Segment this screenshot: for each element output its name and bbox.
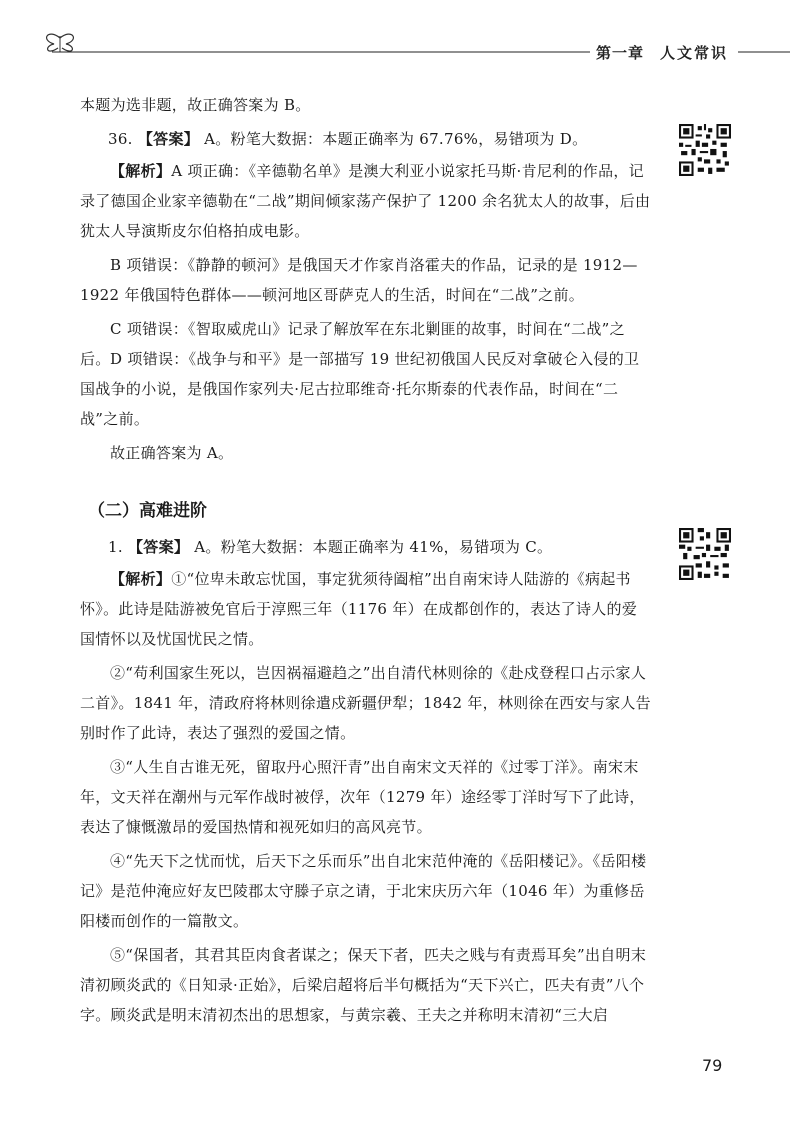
answer-line-1 [108, 532, 552, 562]
analysis-bracket: 【解析】 [110, 162, 172, 180]
paragraph-option-c: C 项错误：《智取威虎山》记录了解放军在东北剿匪的故事，时间在“二战”之后。 [80, 320, 625, 368]
paragraph-conclusion-36: 故正确答案为 A。 [110, 444, 234, 462]
paragraph-poem-4: ④“先天下之忧而忧，后天下之乐而乐”出自北宋范仲淹的《岳阳楼记》。《岳阳楼记》是范仲淹应好友巴陵郡太守滕子京之请，于北宋庆历六年（1046 年）为重修岳阳楼而创作的一篇散文。 [80, 852, 647, 930]
answer-bracket: 【答案】 [137, 130, 200, 148]
section-label: 人文常识 [660, 44, 729, 62]
analysis-paragraph-1 [80, 564, 652, 654]
analysis-paragraph-36 [80, 156, 652, 246]
paragraph-conclusion-35: 本题为选非题，故正确答案为 B。 [80, 96, 311, 114]
answer-text: A。粉笔大数据：本题正确率为 41%，易错项为 C。 [194, 538, 553, 556]
paragraph-poem-3: ③“人生自古谁无死，留取丹心照汗青”出自南宋文天祥的《过零丁洋》。南宋末年，文天祥在潮州与元军作战时被俘，次年（1279 年）途经零丁洋时写下了此诗，表达了慷慨激昂的爱国热情和视死如归的高风亮节。 [80, 758, 645, 836]
section-heading: （二）高难进阶 [88, 501, 207, 521]
page-number: 79 [702, 1056, 723, 1075]
answer-line-36 [108, 124, 587, 154]
paragraph-poem-5: ⑤“保国者，其君其臣肉食者谋之；保天下者，匹夫之贱与有责焉耳矣”出自明末清初顾炎武的《日知录·正始》，后梁启超将后半句概括为“天下兴亡，匹夫有责”八个字。顾炎武是明末清初杰出的思想家，与黄宗羲、王夫之并称明末清初“三大启 [80, 946, 647, 1024]
answer-bracket: 【答案】 [128, 538, 190, 556]
question-number: 1. [108, 538, 123, 556]
qr-code-icon[interactable] [679, 124, 731, 176]
paragraph-poem-2: ②“苟利国家生死以，岂因祸福避趋之”出自清代林则徐的《赴戍登程口占示家人二首》。1841 年，清政府将林则徐遣戍新疆伊犁；1842 年，林则徐在西安与家人告别时作了此诗，表达了强烈的爱国之情。 [80, 664, 651, 742]
paragraph-option-d: D 项错误：《战争与和平》是一部描写 19 世纪初俄国人民反对拿破仑入侵的卫国战争的小说，是俄国作家列夫·尼古拉耶维奇·托尔斯泰的代表作品，时间在“二战”之前。 [80, 350, 640, 428]
analysis-text: ①“位卑未敢忘忧国，事定犹须待阖棺”出自南宋诗人陆游的《病起书怀》。此诗是陆游被免官后于淳熙三年（1176 年）在成都创作的，表达了诗人的爱国情怀以及忧国忧民之情。 [80, 570, 638, 648]
analysis-text: A 项正确：《辛德勒名单》是澳大利亚小说家托马斯·肯尼利的作品，记录了德国企业家辛德勒在“二战”期间倾家荡产保护了 1200 余名犹太人的故事，后由犹太人导演斯皮尔伯格拍成电影。 [80, 162, 651, 240]
qr-code-icon[interactable] [679, 528, 731, 580]
question-number: 36. [108, 130, 133, 148]
analysis-bracket: 【解析】 [110, 570, 172, 588]
chapter-label: 第一章 [596, 44, 645, 62]
answer-text: A。粉笔大数据：本题正确率为 67.76%，易错项为 D。 [204, 130, 588, 148]
paragraph-option-b: B 项错误：《静静的顿河》是俄国天才作家肖洛霍夫的作品，记录的是 1912—1922 年俄国特色群体——顿河地区哥萨克人的生活，时间在“二战”之前。 [80, 256, 638, 304]
